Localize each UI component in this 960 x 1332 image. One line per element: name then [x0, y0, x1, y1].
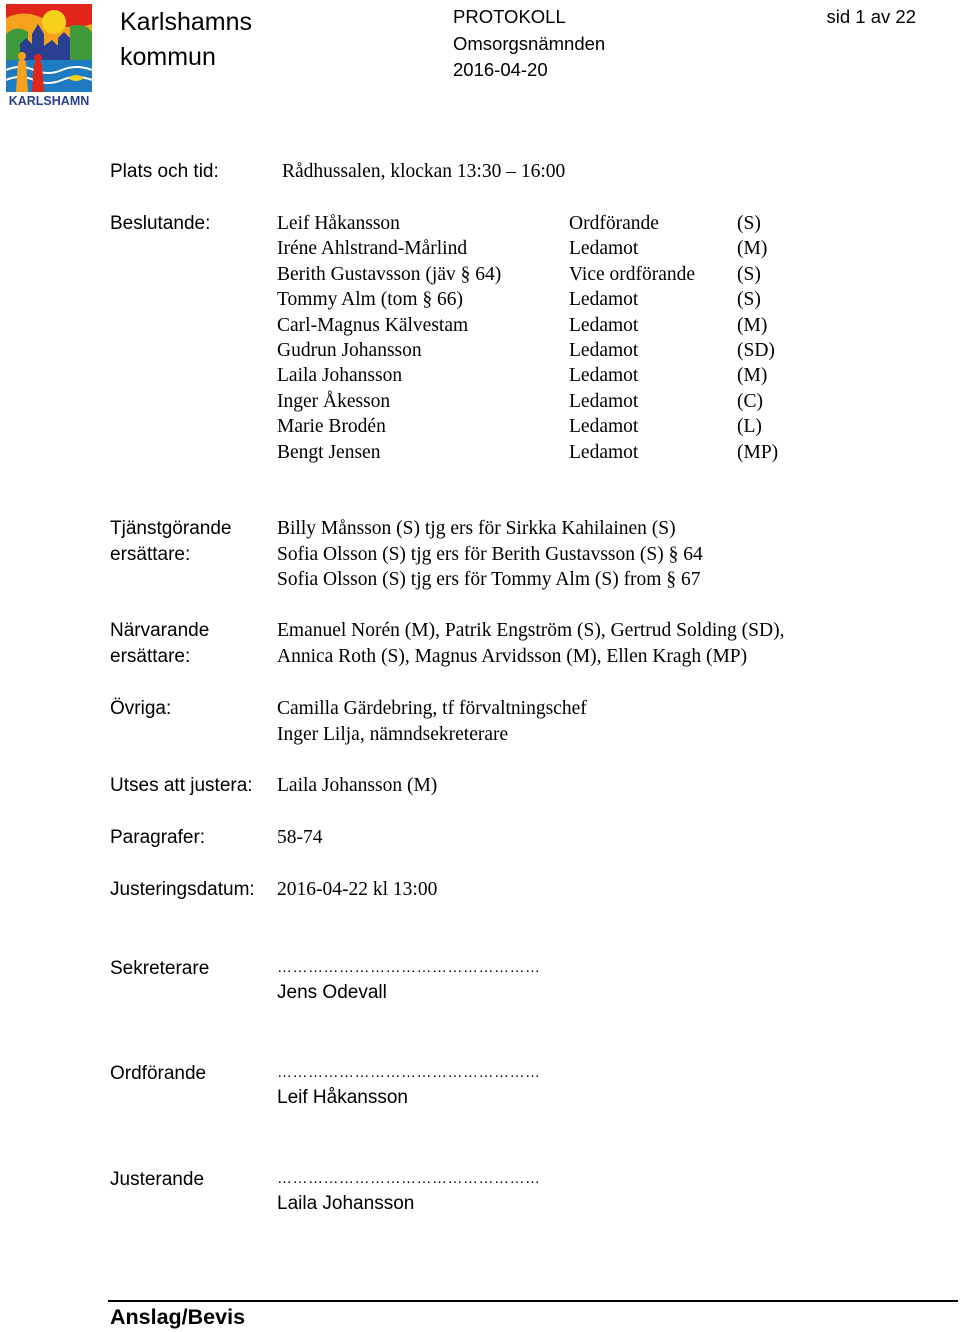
- others-list: [277, 696, 587, 747]
- member-role: Ledamot: [569, 314, 639, 336]
- list-item: Billy Månsson (S) tjg ers för Sirkka Kahilainen (S): [277, 518, 676, 539]
- adjustment-date-value: 2016-04-22 kl 13:00: [277, 879, 438, 900]
- karlshamn-logo-icon: [6, 4, 92, 108]
- member-name: Carl-Magnus Kälvestam: [277, 314, 469, 336]
- signature-block-secretary: [277, 956, 541, 1006]
- list-item: Annica Roth (S), Magnus Arvidsson (M), Ellen Kragh (MP): [277, 645, 748, 667]
- member-row: [277, 389, 797, 414]
- paragraphs-label: Paragrafer:: [110, 827, 206, 848]
- member-party: (S): [737, 213, 761, 234]
- signature-line: ……………………………………………: [277, 959, 541, 976]
- member-party: (SD): [737, 339, 775, 361]
- member-name: Tommy Alm (tom § 66): [277, 289, 464, 311]
- member-name: Bengt Jensen: [277, 441, 381, 463]
- member-party: (M): [737, 314, 768, 336]
- decision-makers-label: Beslutande:: [110, 213, 211, 234]
- others-label: Övriga:: [110, 698, 172, 719]
- member-name: Iréne Ahlstrand-Mårlind: [277, 238, 468, 260]
- paragraphs-value: 58-74: [277, 827, 323, 848]
- signature-name: Laila Johansson: [277, 1193, 415, 1214]
- member-role: Ledamot: [569, 289, 639, 311]
- document-meta: [453, 4, 605, 84]
- municipality-logo: [6, 4, 92, 108]
- member-party: (M): [737, 238, 768, 260]
- serving-substitutes-label: [110, 516, 231, 568]
- member-role: Ledamot: [569, 339, 639, 361]
- signature-line: ……………………………………………: [277, 1170, 541, 1187]
- member-row: [277, 211, 797, 236]
- signature-block-chair: [277, 1061, 541, 1111]
- member-row: [277, 313, 797, 338]
- adjuster-label: Utses att justera:: [110, 775, 253, 796]
- list-item: Inger Lilja, nämndsekreterare: [277, 723, 509, 745]
- page-number: sid 1 av 22: [826, 6, 916, 27]
- serving-substitutes-label-line1: Tjänstgörande: [110, 518, 232, 539]
- signature-block-adjuster: [277, 1167, 541, 1217]
- member-role: Ordförande: [569, 213, 659, 234]
- member-party: (M): [737, 365, 768, 387]
- signature-label-adjuster: Justerande: [110, 1169, 205, 1190]
- signature-label-chair: Ordförande: [110, 1063, 207, 1084]
- member-name: Marie Brodén: [277, 416, 386, 438]
- list-item: Sofia Olsson (S) tjg ers för Tommy Alm (S) from § 67: [277, 569, 701, 590]
- place-label: Plats och tid:: [110, 161, 219, 182]
- member-row: [277, 262, 797, 287]
- footer-title: Anslag/Bevis: [110, 1305, 246, 1329]
- member-row: [277, 414, 797, 439]
- present-substitutes-label: [110, 618, 209, 670]
- list-item: Emanuel Norén (M), Patrik Engström (S), Gertrud Solding (SD),: [277, 620, 785, 641]
- member-party: (S): [737, 263, 761, 285]
- member-party: (MP): [737, 441, 779, 463]
- member-party: (L): [737, 416, 762, 438]
- member-name: Laila Johansson: [277, 365, 403, 387]
- decision-makers-table: [277, 211, 797, 465]
- org-name-line1: Karlshamns: [120, 8, 252, 36]
- member-row: [277, 287, 797, 312]
- member-role: Ledamot: [569, 365, 639, 387]
- present-substitutes-label-line1: Närvarande: [110, 620, 210, 641]
- member-row: [277, 236, 797, 261]
- doc-type: PROTOKOLL: [453, 6, 566, 27]
- member-role: Ledamot: [569, 441, 639, 463]
- adjuster-value: Laila Johansson (M): [277, 775, 438, 796]
- member-name: Leif Håkansson: [277, 213, 400, 234]
- signature-label-secretary: Sekreterare: [110, 958, 210, 979]
- member-role: Ledamot: [569, 390, 639, 412]
- member-role: Ledamot: [569, 416, 639, 438]
- adjustment-date-label: Justeringsdatum:: [110, 879, 255, 900]
- place-value: Rådhussalen, klockan 13:30 – 16:00: [282, 161, 566, 182]
- org-name-line2: kommun: [120, 43, 216, 71]
- member-name: Inger Åkesson: [277, 390, 391, 412]
- signature-line: ……………………………………………: [277, 1064, 541, 1081]
- organization-name: [120, 5, 252, 75]
- member-name: Gudrun Johansson: [277, 339, 422, 361]
- present-substitutes-list: [277, 618, 784, 669]
- member-role: Ledamot: [569, 238, 639, 260]
- list-item: Sofia Olsson (S) tjg ers för Berith Gustavsson (S) § 64: [277, 543, 703, 565]
- meeting-date: 2016-04-20: [453, 59, 548, 80]
- member-row: [277, 338, 797, 363]
- serving-substitutes-list: [277, 516, 703, 593]
- member-name: Berith Gustavsson (jäv § 64): [277, 263, 502, 285]
- serving-substitutes-label-line2: ersättare:: [110, 544, 191, 565]
- list-item: Camilla Gärdebring, tf förvaltningschef: [277, 698, 587, 719]
- present-substitutes-label-line2: ersättare:: [110, 646, 191, 667]
- member-party: (C): [737, 390, 763, 412]
- committee-name: Omsorgsnämnden: [453, 32, 606, 54]
- signature-name: Jens Odevall: [277, 982, 387, 1003]
- member-row: [277, 363, 797, 388]
- logo-wordmark: KARLSHAMN: [8, 94, 90, 108]
- member-party: (S): [737, 289, 761, 311]
- member-role: Vice ordförande: [569, 263, 696, 285]
- member-row: [277, 440, 797, 465]
- signature-name: Leif Håkansson: [277, 1087, 408, 1108]
